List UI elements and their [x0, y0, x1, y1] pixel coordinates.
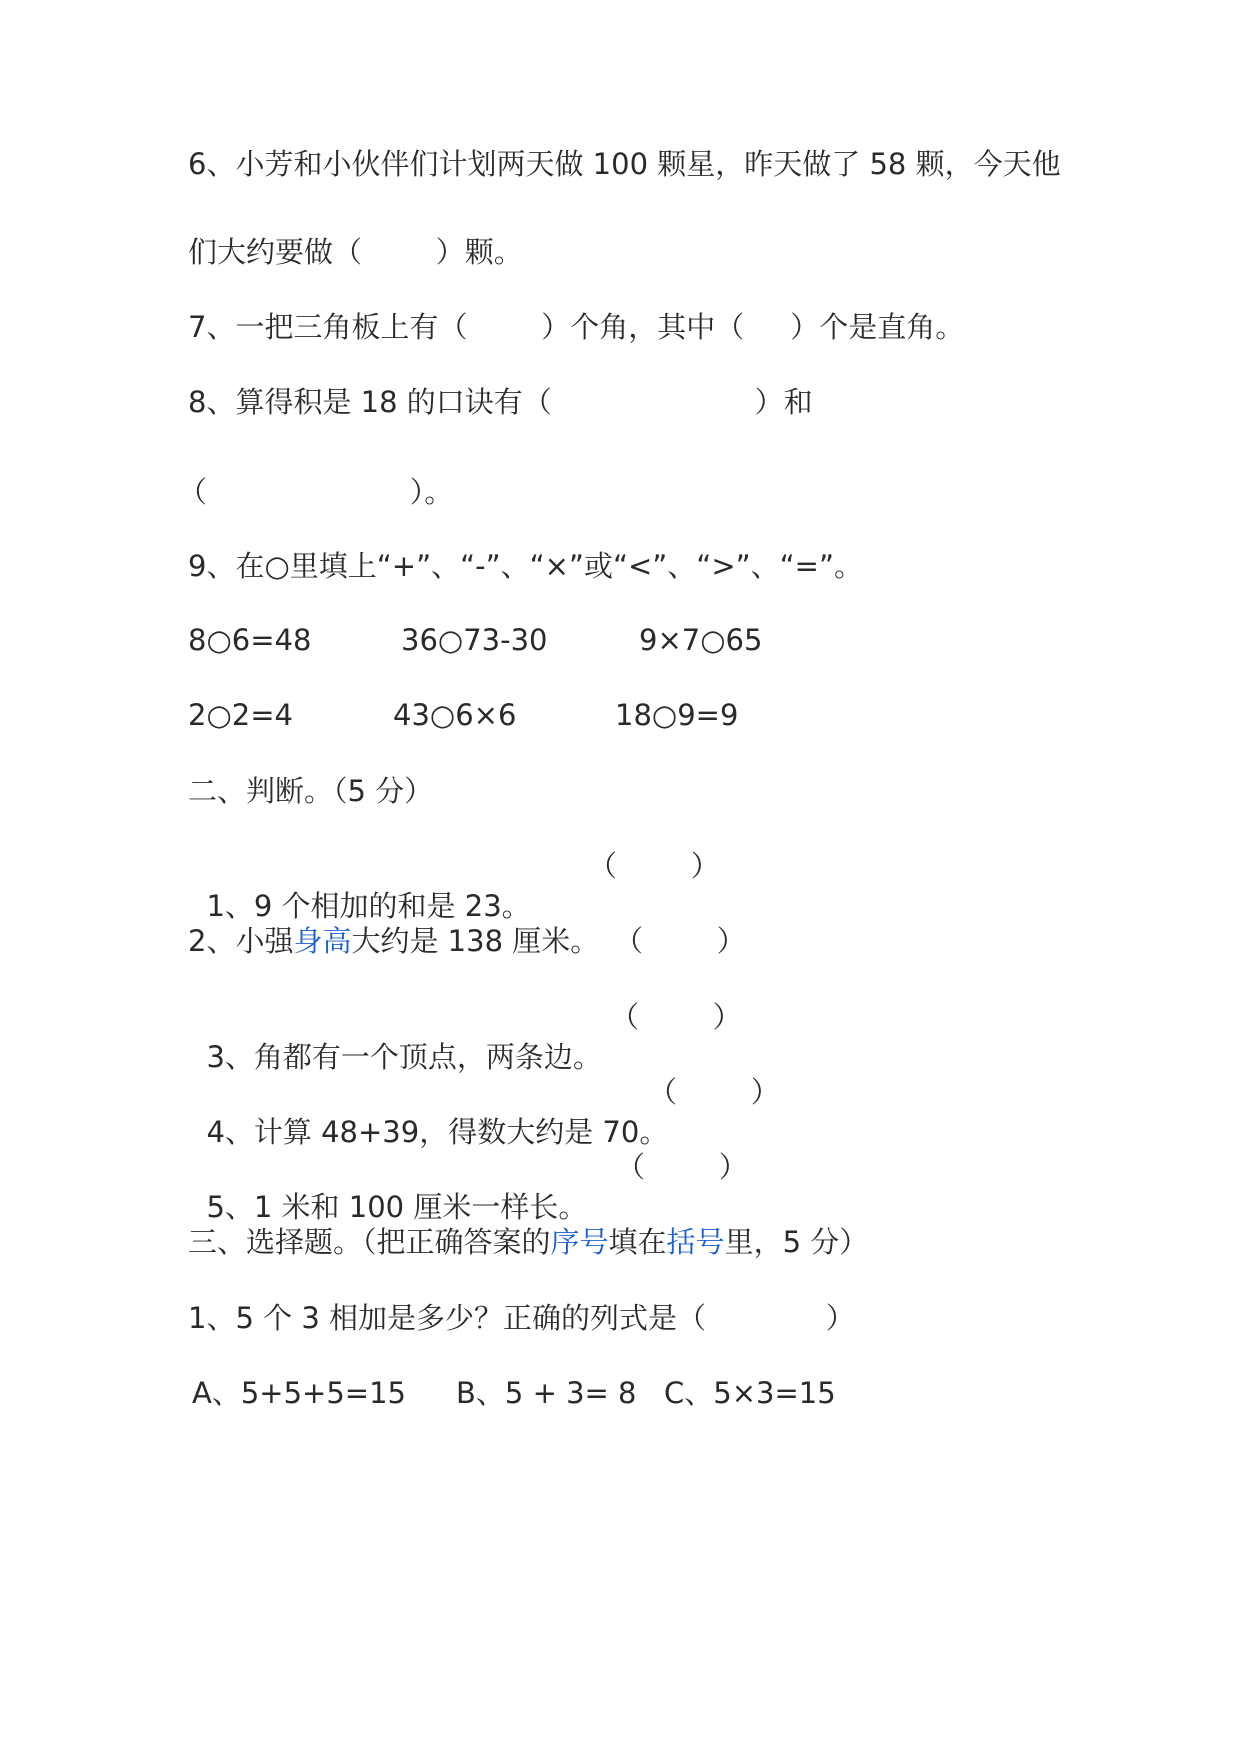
q8-line1: 8、算得积是 18 的口诀有（ ）和 [188, 385, 813, 419]
q9-expr: 2○2=4 [188, 698, 293, 732]
q9-expr: 9×7○65 [639, 623, 763, 657]
judge-item-2 [188, 921, 599, 961]
judge-text: 4、计算 48+39，得数大约是 70。 [206, 1115, 669, 1149]
q9-expr: 36○73-30 [401, 623, 548, 657]
judge-text: 2、小强 [188, 924, 294, 958]
q9-expr: 18○9=9 [615, 698, 739, 732]
judge-paren: （ ） [614, 924, 746, 958]
part3-heading-text: 三、选择题。（把正确答案的 [188, 1225, 551, 1259]
q6-line1: 6、小芳和小伙伴们计划两天做 100 颗星，昨天做了 58 颗，今天他 [188, 147, 1061, 181]
part3-heading-text: 里，5 分） [724, 1225, 869, 1259]
judge-text: 5、1 米和 100 厘米一样长。 [206, 1190, 588, 1224]
judge-item-5 [188, 1147, 587, 1227]
judge-item-1 [188, 846, 531, 926]
judge-text: 1、9 个相加的和是 23。 [206, 889, 531, 923]
judge-paren: （ ） [588, 849, 720, 883]
height-link[interactable]: 身高 [293, 924, 352, 958]
judge-text: 大约是 138 厘米。 [351, 924, 600, 958]
judge-text: 3、角都有一个顶点，两条边。 [206, 1040, 602, 1074]
choice-option-c: C、5×3=15 [664, 1376, 836, 1410]
part3-heading-text: 填在 [608, 1225, 667, 1259]
serial-number-link[interactable]: 序号 [550, 1225, 609, 1259]
q6-line2: 们大约要做（ ）颗。 [188, 235, 523, 269]
judge-paren: （ ） [648, 1075, 780, 1109]
part3-heading [188, 1222, 868, 1262]
judge-item-4 [188, 1072, 668, 1152]
choice-option-b: B、5 + 3= 8 [456, 1376, 637, 1410]
brackets-link[interactable]: 括号 [666, 1225, 725, 1259]
judge-item-3 [188, 997, 602, 1077]
judge-paren: （ ） [616, 1150, 748, 1184]
choice-q1: 1、5 个 3 相加是多少？正确的列式是（ ） [188, 1301, 855, 1335]
part2-heading: 二、判断。（5 分） [188, 774, 434, 808]
q9-expr: 8○6=48 [188, 623, 312, 657]
q8-line2: （ ）。 [178, 475, 454, 509]
q7: 7、一把三角板上有（ ）个角，其中（ ）个是直角。 [188, 310, 965, 344]
q9-expr: 43○6×6 [393, 698, 517, 732]
judge-paren: （ ） [610, 1000, 742, 1034]
choice-option-a: A、5+5+5=15 [192, 1376, 406, 1410]
q9-prompt: 9、在○里填上“+”、“-”、“×”或“<”、“>”、“=”。 [188, 549, 864, 583]
